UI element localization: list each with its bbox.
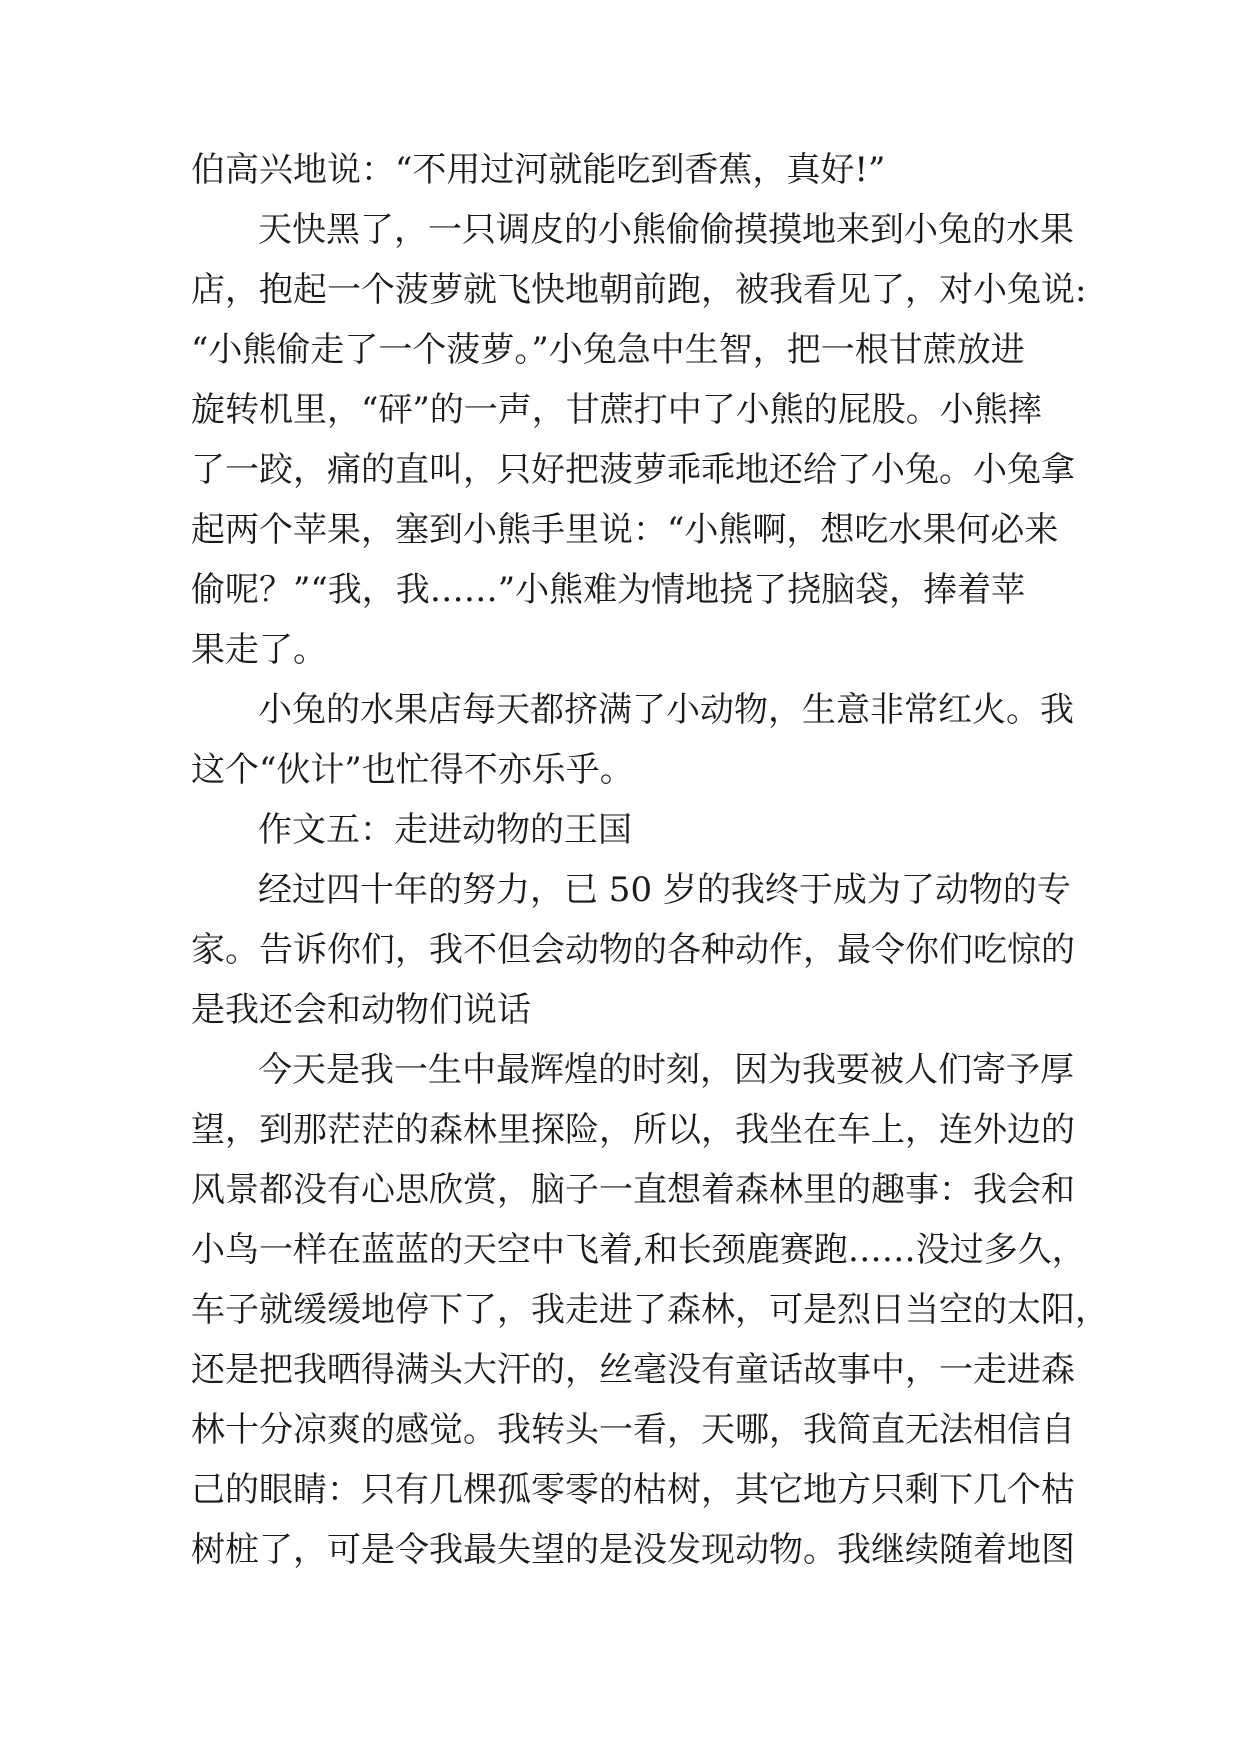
text-line: “小熊偷走了一个菠萝。”小兔急中生智，把一根甘蔗放进 (191, 330, 1025, 370)
text-line: 还是把我晒得满头大汗的，丝毫没有童话故事中，一走进森 (191, 1350, 1075, 1390)
paragraph-first-line: 小兔的水果店每天都挤满了小动物，生意非常红火。我 (258, 690, 1074, 730)
text-line: 车子就缓缓地停下了，我走进了森林，可是烈日当空的太阳， (191, 1290, 1109, 1330)
text-line: 风景都没有心思欣赏，脑子一直想着森林里的趣事：我会和 (191, 1170, 1075, 1210)
text-line: 己的眼睛：只有几棵孤零零的枯树，其它地方只剩下几个枯 (191, 1470, 1075, 1510)
text-line: 是我还会和动物们说话 (191, 990, 531, 1030)
text-line: 林十分凉爽的感觉。我转头一看，天哪，我简直无法相信自 (191, 1410, 1075, 1450)
text-line: 旋转机里，“砰”的一声，甘蔗打中了小熊的屁股。小熊摔 (191, 390, 1042, 430)
paragraph-first-line: 经过四十年的努力，已 50 岁的我终于成为了动物的专 (258, 870, 1071, 910)
text-line: 这个“伙计”也忙得不亦乐乎。 (191, 750, 634, 790)
text-line: 望，到那茫茫的森林里探险，所以，我坐在车上，连外边的 (191, 1110, 1075, 1150)
text-line: 了一跤，痛的直叫，只好把菠萝乖乖地还给了小兔。小兔拿 (191, 450, 1075, 490)
text-line: 偷呢？”“我，我……”小熊难为情地挠了挠脑袋，捧着苹 (191, 570, 1026, 610)
text-line: 果走了。 (191, 630, 327, 670)
text-line: 店，抱起一个菠萝就飞快地朝前跑，被我看见了，对小兔说: (191, 270, 1087, 310)
text-line: 小鸟一样在蓝蓝的天空中飞着,和长颈鹿赛跑……没过多久， (191, 1230, 1086, 1270)
essay-title: 作文五：走进动物的王国 (258, 810, 632, 850)
text-line: 树桩了，可是令我最失望的是没发现动物。我继续随着地图 (191, 1530, 1075, 1570)
paragraph-first-line: 天快黑了，一只调皮的小熊偷偷摸摸地来到小兔的水果 (258, 210, 1074, 250)
paragraph-first-line: 今天是我一生中最辉煌的时刻，因为我要被人们寄予厚 (258, 1050, 1074, 1090)
text-line: 伯高兴地说：“不用过河就能吃到香蕉，真好!” (191, 150, 886, 190)
text-line: 家。告诉你们，我不但会动物的各种动作，最令你们吃惊的 (191, 930, 1075, 970)
text-line: 起两个苹果，塞到小熊手里说：“小熊啊，想吃水果何必来 (191, 510, 1059, 550)
